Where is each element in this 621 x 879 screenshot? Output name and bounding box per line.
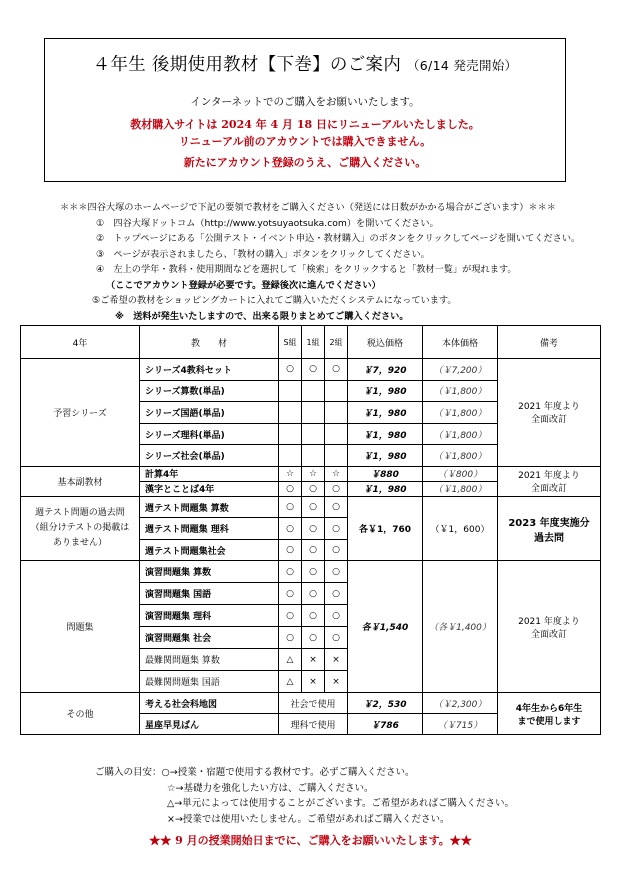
header-price-base: 本体価格: [423, 326, 498, 359]
mark-c2: ○: [325, 496, 348, 518]
page-title: [45, 51, 565, 76]
header-remarks: 備考: [498, 326, 601, 359]
remarks-mondai: [498, 561, 601, 693]
mark-s: ☆: [279, 466, 302, 481]
mark-c2: ×: [325, 671, 348, 693]
price-base: （￥1,800）: [423, 402, 498, 424]
price-base: （￥1,800）: [423, 380, 498, 402]
materials-table: [20, 325, 601, 735]
price-tax: ￥2，530: [348, 693, 423, 714]
table-row: [21, 693, 601, 714]
row-name: 最難関問題集 算数: [140, 649, 279, 671]
steps-heading: ＊＊＊四谷大塚のホームページで下記の要領で教材をご購入ください（発送には日数がかかる場合がございます）＊＊＊: [60, 202, 556, 213]
mark-c1: ○: [302, 605, 325, 627]
header-c2: 2組: [325, 326, 348, 359]
mark-c1: [302, 423, 325, 445]
price-base: （￥800）: [423, 466, 498, 481]
step-4: ④ 左上の学年・教科・使用期間などを選択して「検索」をクリックすると「教材一覧」が現れます。: [96, 264, 517, 275]
mark-c2: ×: [325, 649, 348, 671]
row-name: シリーズ4教科セット: [140, 359, 279, 381]
row-name: 演習問題集 国語: [140, 583, 279, 605]
row-name: 考える社会科地図: [140, 693, 279, 714]
title-sub: （6/14 発売開始）: [407, 58, 518, 73]
row-name: 演習問題集 理科: [140, 605, 279, 627]
table-row: [21, 466, 601, 481]
row-name: シリーズ国語(単品): [140, 402, 279, 424]
mark-c1: ○: [302, 481, 325, 496]
mark-s: ○: [279, 561, 302, 583]
table-row: [21, 496, 601, 518]
header-s: S組: [279, 326, 302, 359]
mark-s: ○: [279, 583, 302, 605]
mark-c2: [325, 402, 348, 424]
remarks-kihon: [498, 466, 601, 496]
row-name: 最難関問題集 国語: [140, 671, 279, 693]
price-base: （￥1,800）: [423, 481, 498, 496]
shutest-price-tax: 各￥1，760: [348, 496, 423, 561]
remarks-yoshu-1: 2021 年度より: [518, 402, 580, 413]
header-c1: 1組: [302, 326, 325, 359]
mark-s: [279, 445, 302, 467]
table-row: [21, 359, 601, 381]
remarks-other-1: 4年生から6年生: [515, 703, 583, 714]
mark-s: [279, 423, 302, 445]
mondai-price-base: （各￥1,400）: [423, 561, 498, 693]
mark-c2: ○: [325, 539, 348, 561]
step-5: ⑤ご希望の教材をショッピングカートに入れてご購入いただくシステムになっています。: [92, 295, 457, 306]
mark-c1: ○: [302, 561, 325, 583]
old-account-notice: リニューアル前のアカウントでは購入できません。: [178, 135, 432, 148]
remarks-mondai-2: 全面改訂: [530, 629, 567, 640]
header-material: 教 材: [140, 326, 279, 359]
row-name: 週テスト問題集 算数: [140, 496, 279, 518]
step-4-note: （ここでアカウント登録が必要です。登録後次に進んでください）: [106, 279, 381, 291]
group-yoshu: 予習シリーズ: [21, 359, 140, 467]
mark-s: △: [279, 649, 302, 671]
guide-line-4: ×→授業では使用いたしません。ご希望があればご購入ください。: [167, 813, 450, 825]
mark-c1: ○: [302, 627, 325, 649]
usage: 理科で使用: [279, 714, 348, 735]
price-base: （￥1,800）: [423, 445, 498, 467]
mark-c1: [302, 402, 325, 424]
mark-c2: [325, 445, 348, 467]
row-name: 週テスト問題集 理科: [140, 518, 279, 540]
remarks-other-2: まで使用します: [517, 716, 581, 727]
table-header-row: [21, 326, 601, 359]
mondai-price-tax: 各￥1,540: [348, 561, 423, 693]
mark-c1: ○: [302, 539, 325, 561]
closing-notice: ★★ 9 月の授業開始日までに、ご購入をお願いいたします。★★: [149, 834, 472, 847]
mark-c2: ○: [325, 605, 348, 627]
step-2: ② トップページにある「公開テスト・イベント申込・教材購入」のボタンをクリックしてページを開いてください。: [96, 233, 581, 244]
mark-c1: [302, 445, 325, 467]
mark-c1: ○: [302, 518, 325, 540]
row-name: シリーズ社会(単品): [140, 445, 279, 467]
remarks-kihon-1: 2021 年度より: [518, 471, 580, 482]
price-base: （￥7,200）: [423, 359, 498, 381]
intro-text: インターネットでのご購入をお願いいたします。: [190, 96, 420, 108]
price-tax: ￥1，980: [348, 445, 423, 467]
shutest-price-base: （￥1，600）: [423, 496, 498, 561]
step-1: ① 四谷大塚ドットコム（http://www.yotsuyaotsuka.com）を開いてください。: [96, 217, 439, 229]
mark-s: ○: [279, 496, 302, 518]
price-tax: ￥786: [348, 714, 423, 735]
group-kihon: 基本副教材: [21, 466, 140, 496]
mark-c2: [325, 423, 348, 445]
price-base: （￥715）: [423, 714, 498, 735]
row-name: 週テスト問題集社会: [140, 539, 279, 561]
price-tax: ￥1，980: [348, 423, 423, 445]
price-tax: ￥1，980: [348, 481, 423, 496]
remarks-mondai-1: 2021 年度より: [518, 616, 580, 627]
remarks-yoshu: [498, 359, 601, 467]
mark-c1: ○: [302, 359, 325, 381]
remarks-shutest-2: 過去問: [534, 532, 564, 544]
group-shutest: 週テスト問題の過去問（組分けテストの掲載はありません）: [21, 496, 140, 561]
remarks-shutest-1: 2023 年度実施分: [508, 517, 590, 529]
row-name: 計算4年: [140, 466, 279, 481]
group-other: その他: [21, 693, 140, 735]
remarks-shutest: [498, 496, 601, 561]
mark-s: ○: [279, 539, 302, 561]
mark-c2: ○: [325, 583, 348, 605]
renewal-notice: 教材購入サイトは 2024 年 4 月 18 日にリニューアルいたしました。: [130, 118, 480, 131]
header-price-tax: 税込価格: [348, 326, 423, 359]
guide-line-2: ☆→基礎力を強化したい方は、ご購入ください。: [167, 782, 374, 794]
price-base: （￥2,300）: [423, 693, 498, 714]
mark-s: ○: [279, 359, 302, 381]
mark-c1: ×: [302, 671, 325, 693]
row-name: 演習問題集 算数: [140, 561, 279, 583]
guide-line-3: △→単元によっては使用することがございます。ご希望があればご購入ください。: [167, 798, 515, 809]
mark-c2: ○: [325, 561, 348, 583]
mark-s: ○: [279, 481, 302, 496]
mark-c1: ○: [302, 583, 325, 605]
remarks-other: [498, 693, 601, 735]
guide-line-1: ご購入の目安：○→授業・宿題で使用する教材です。必ずご購入ください。: [95, 767, 415, 778]
mark-c2: ○: [325, 627, 348, 649]
header-grade: 4年: [21, 326, 140, 359]
shipping-note: ※ 送料が発生いたしますので、出来る限りまとめてご購入ください。: [115, 310, 409, 322]
row-name: 星座早見ばん: [140, 714, 279, 735]
mark-s: [279, 402, 302, 424]
row-name: シリーズ理科(単品): [140, 423, 279, 445]
mark-c1: ×: [302, 649, 325, 671]
remarks-yoshu-2: 全面改訂: [530, 415, 567, 426]
mark-c2: ○: [325, 359, 348, 381]
mark-c2: ☆: [325, 466, 348, 481]
mark-c2: [325, 380, 348, 402]
mark-s: △: [279, 671, 302, 693]
mark-s: [279, 380, 302, 402]
step-3: ③ ページが表示されましたら、「教材の購入」ボタンをクリックしてください。: [96, 248, 430, 260]
mark-s: ○: [279, 605, 302, 627]
mark-c2: ○: [325, 481, 348, 496]
row-name: シリーズ算数(単品): [140, 380, 279, 402]
price-base: （￥1,800）: [423, 423, 498, 445]
group-mondai: 問題集: [21, 561, 140, 693]
mark-c2: ○: [325, 518, 348, 540]
mark-c1: ○: [302, 496, 325, 518]
price-tax: ￥7，920: [348, 359, 423, 381]
row-name: 演習問題集 社会: [140, 627, 279, 649]
table-row: [21, 561, 601, 583]
register-notice: 新たにアカウント登録のうえ、ご購入ください。: [183, 156, 427, 169]
remarks-kihon-2: 全面改訂: [530, 484, 567, 495]
price-tax: ￥880: [348, 466, 423, 481]
mark-c1: ☆: [302, 466, 325, 481]
title-main: ４年生 後期使用教材【下巻】のご案内: [92, 55, 402, 75]
mark-c1: [302, 380, 325, 402]
purchase-steps: [60, 200, 600, 324]
price-tax: ￥1，980: [348, 402, 423, 424]
mark-s: ○: [279, 518, 302, 540]
row-name: 漢字とことば4年: [140, 481, 279, 496]
usage: 社会で使用: [279, 693, 348, 714]
purchase-guide: [95, 765, 514, 827]
price-tax: ￥1，980: [348, 380, 423, 402]
header-box: [44, 38, 566, 182]
mark-s: ○: [279, 627, 302, 649]
